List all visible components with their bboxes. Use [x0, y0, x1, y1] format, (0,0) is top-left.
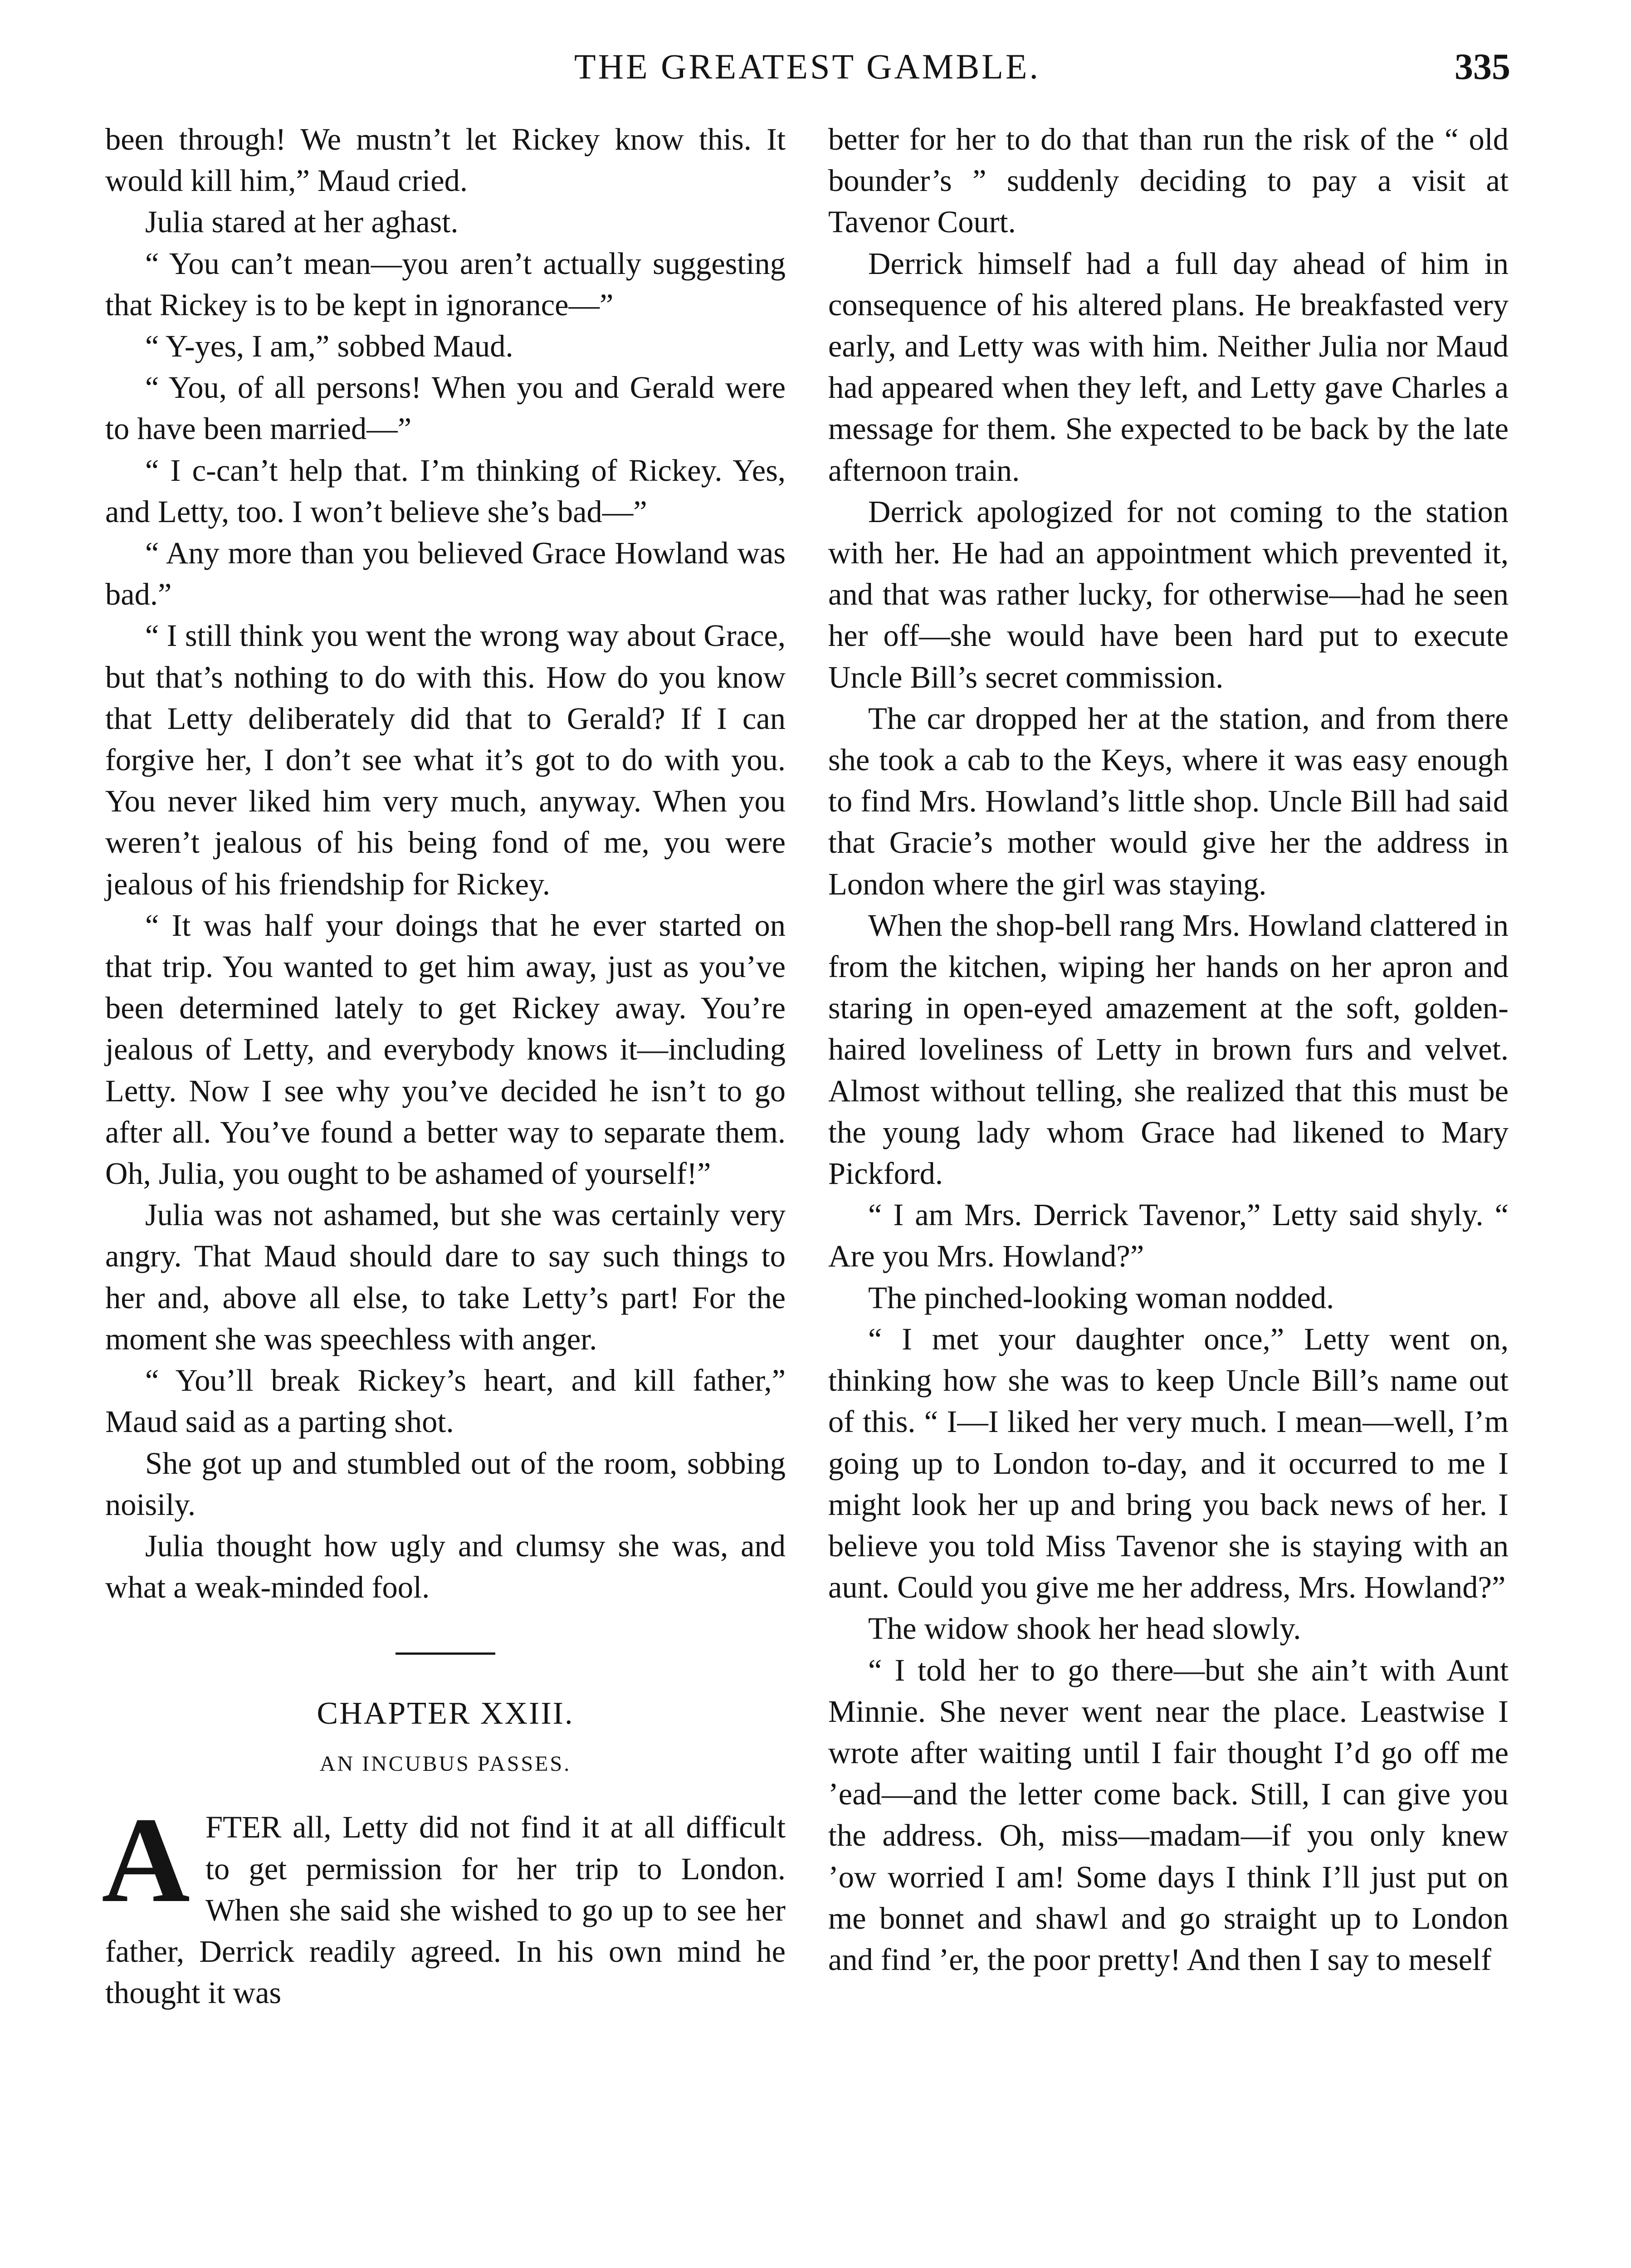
chapter-opening-paragraph: [102, 1792, 786, 2014]
paragraph: “ You’ll break Rickey’s heart, and kill father,” Maud said as a parting shot.: [105, 1363, 786, 1439]
paragraph: Derrick apologized for not coming to the station with her. He had an appointment which prevented it, and that was rather lucky, for otherwise—had he seen her off—she would have been hard put to execute Uncle Bill’s secret commission.: [828, 494, 1509, 694]
page-header: [104, 42, 1510, 92]
drop-cap: A: [102, 1792, 190, 1928]
paragraph: The car dropped her at the station, and from there she took a cab to the Keys, where it was easy enough to find Mrs. Howland’s little shop. Uncle Bill had said that Gracie’s mother would give her the address in London where the girl was staying.: [828, 701, 1509, 901]
section-divider: [105, 1608, 786, 1681]
paragraph: better for her to do that than run the risk of the “ old bounder’s ” suddenly deciding to pay a visit at Tavenor Court.: [828, 122, 1509, 240]
paragraph: “ It was half your doings that he ever started on that trip. You wanted to get him away, just as you’ve been determined lately to get Rickey away. You’re jealous of Letty, and everybody knows it—including Letty. Now I see why you’ve decided he isn’t to go after all. You’ve found a better way to separate them. Oh, Julia, you ought to be ashamed of yourself!”: [105, 908, 786, 1191]
paragraph: “ I am Mrs. Derrick Tavenor,” Letty said shyly. “ Are you Mrs. Howland?”: [828, 1198, 1509, 1274]
paragraph: “ Any more than you believed Grace Howland was bad.”: [105, 536, 786, 612]
paragraph: “ You, of all persons! When you and Gerald were to have been married—”: [105, 370, 786, 446]
paragraph: “ Y-yes, I am,” sobbed Maud.: [145, 329, 513, 364]
paragraph: The pinched-looking woman nodded.: [868, 1280, 1334, 1315]
opening-text: FTER all, Letty did not find it at all difficult to get permission for her trip to London. When she said she wished to go up to see her father, Derrick readily agreed. In his own mind he thought it was: [105, 1810, 786, 2010]
running-head: THE GREATEST GAMBLE.: [574, 47, 1041, 86]
paragraph: “ I still think you went the wrong way about Grace, but that’s nothing to do with this. How do you know that Letty deliberately did that to Gerald? If I can forgive her, I don’t see what it’s got to do with you. You never liked him very much, anyway. When you weren’t jealous of his being fond of me, you were jealous of his friendship for Rickey.: [105, 618, 786, 901]
paragraph: “ You can’t mean—you aren’t actually suggesting that Rickey is to be kept in ignorance—”: [105, 246, 786, 322]
page-number: 335: [1455, 46, 1510, 87]
right-column: [828, 119, 1509, 1980]
paragraph: Julia was not ashamed, but she was certainly very angry. That Maud should dare to say such things to her and, above all else, to take Letty’s part! For the moment she was speechless with anger.: [105, 1198, 786, 1356]
divider-rule: [396, 1652, 495, 1655]
paragraph: When the shop-bell rang Mrs. Howland clattered in from the kitchen, wiping her hands on her apron and staring in open-eyed amazement at the soft, golden-haired loveliness of Letty in brown furs and velvet. Almost without telling, she realized that this must be the young lady whom Grace had likened to Mary Pickford.: [828, 908, 1509, 1191]
paragraph: Julia thought how ugly and clumsy she was, and what a weak-minded fool.: [105, 1528, 786, 1605]
paragraph: Derrick himself had a full day ahead of him in consequence of his altered plans. He breakfasted very early, and Letty was with him. Neither Julia nor Maud had appeared when they left, and Letty gave Charles a message for them. She expected to be back by the late afternoon train.: [828, 246, 1509, 488]
paragraph: She got up and stumbled out of the room, sobbing noisily.: [105, 1446, 786, 1522]
chapter-subtitle: AN INCUBUS PASSES.: [319, 1752, 571, 1776]
paragraph: “ I c-can’t help that. I’m thinking of Rickey. Yes, and Letty, too. I won’t believe she’s bad—”: [105, 453, 786, 529]
paragraph: The widow shook her head slowly.: [868, 1611, 1301, 1646]
left-column: [102, 119, 786, 2014]
paragraph: “ I told her to go there—but she ain’t with Aunt Minnie. She never went near the place. Leastwise I wrote after waiting until I fair thought I’d go off me ’ead—and the letter come back. Still, I can give you the address. Oh, miss—madam—if you only knew ’ow worried I am! Some days I think I’ll just put on me bonnet and shawl and go straight up to London and find ’er, the poor pretty! And then I say to meself: [828, 1652, 1509, 1977]
paragraph: been through! We mustn’t let Rickey know this. It would kill him,” Maud cried.: [105, 122, 786, 198]
paragraph: “ I met your daughter once,” Letty went on, thinking how she was to keep Uncle Bill’s name out of this. “ I—I liked her very much. I mean—well, I’m going up to London to-day, and it occurred to me I might look her up and bring you back news of her. I believe you told Miss Tavenor she is staying with an aunt. Could you give me her address, Mrs. Howland?”: [828, 1321, 1509, 1605]
chapter-title: CHAPTER XXIII.: [317, 1696, 574, 1731]
paragraph: Julia stared at her aghast.: [145, 205, 459, 240]
